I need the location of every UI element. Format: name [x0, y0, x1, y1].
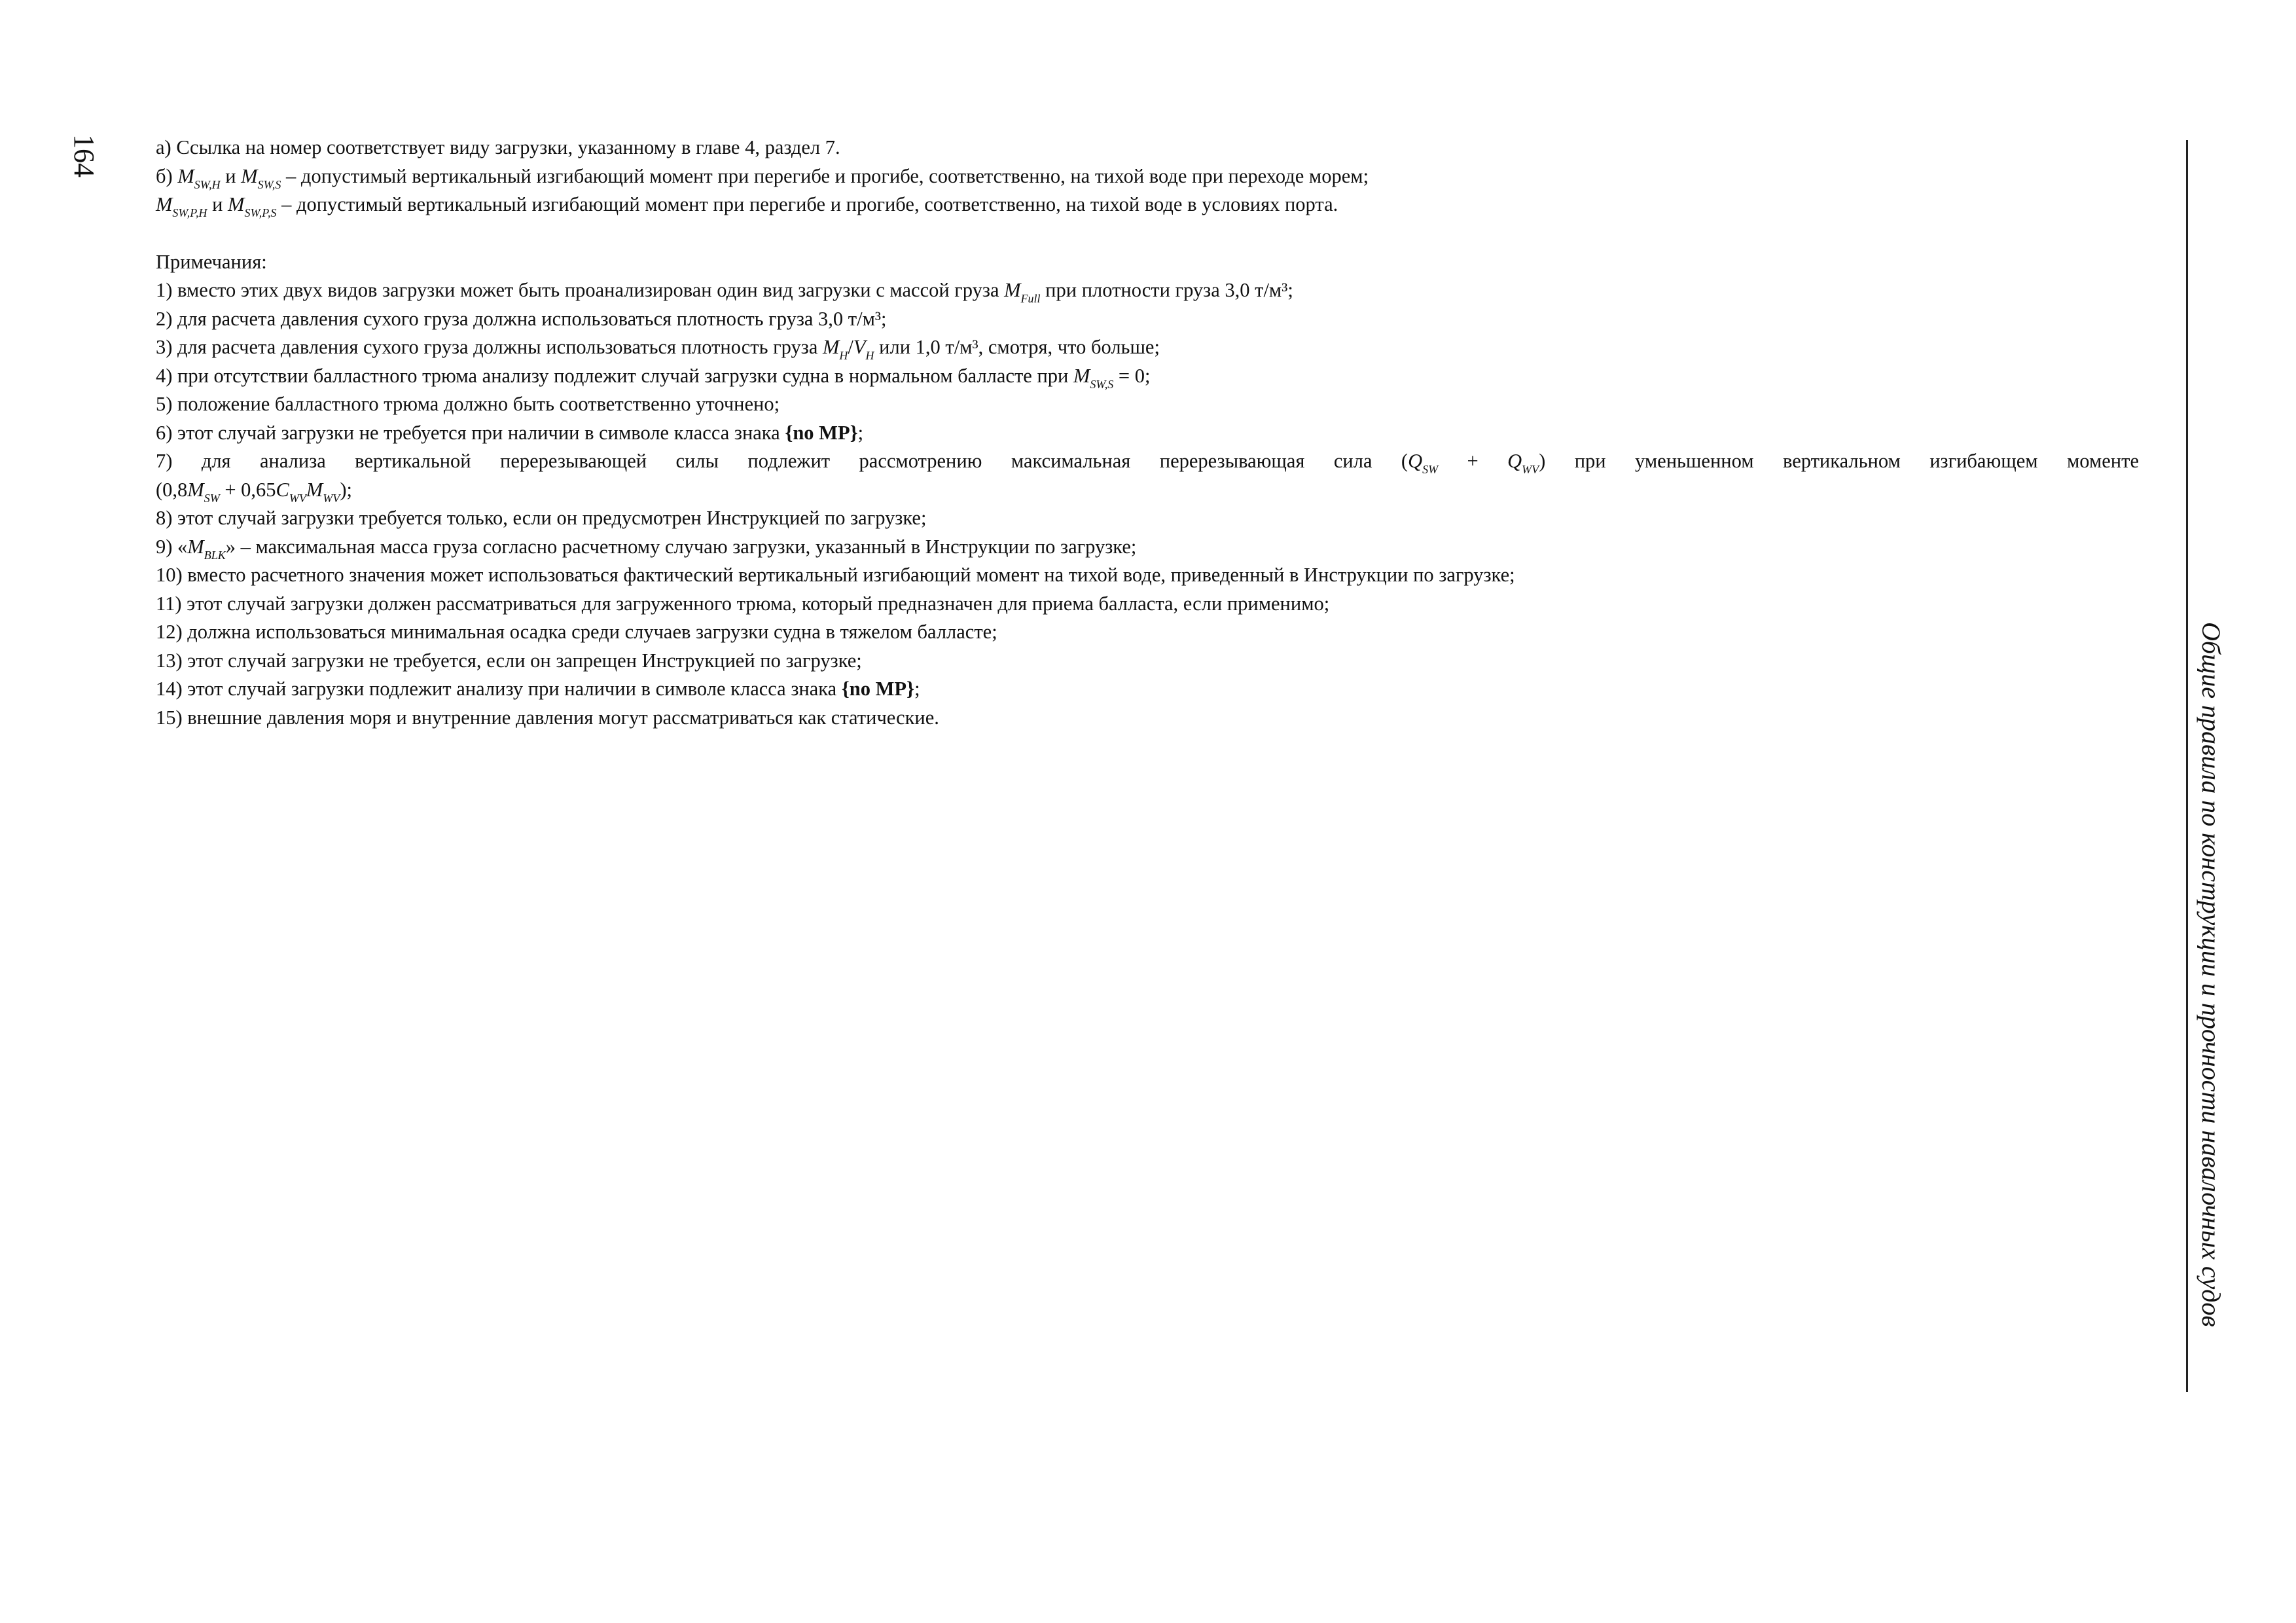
- note-14: 14) этот случай загрузки подлежит анализу при наличии в символе класса знака {no MP};: [156, 678, 920, 700]
- note-5: 5) положение балластного трюма должно быть соответственно уточнено;: [156, 393, 780, 415]
- note-8: 8) этот случай загрузки требуется только, если он предусмотрен Инструкцией по загрузке;: [156, 507, 927, 529]
- note-2: 2) для расчета давления сухого груза должна использоваться плотность груза 3,0 т/м³;: [156, 307, 887, 330]
- note-4: 4) при отсутствии балластного трюма анализу подлежит случай загрузки судна в нормальном балласте при $M_{SW,S} = 0$;: [156, 364, 1151, 391]
- note-7: 7) для анализа вертикальной перерезывающей силы подлежит рассмотрению максимальная перерезывающая сила $(Q_{SW} + Q_{WV})$ при уменьшенном вертикальном изгибающем моменте: [156, 450, 2139, 476]
- note-9: 9) «$M_{BLK}$» – максимальная масса груза согласно расчетному случаю загрузки, указанный в Инструкции по загрузке;: [156, 535, 1137, 562]
- footnote-a: а) Ссылка на номер соответствует виду загрузки, указанному в главе 4, раздел 7.: [156, 136, 840, 158]
- footnote-b: б) $M_{SW,H}$ и $M_{SW,S}$ – допустимый вертикальный изгибающий момент при перегибе и прогибе, соответственно, на тихой воде при переходе морем;: [156, 164, 1369, 191]
- note-15: 15) внешние давления моря и внутренние давления могут рассматриваться как статические.: [156, 706, 939, 729]
- note-11: 11) этот случай загрузки должен рассматриваться для загруженного трюма, который предназначен для приема балласта, если применимо;: [156, 592, 1330, 615]
- note-7-continued: $(0,8M_{SW} + 0,65C_{WV}M_{WV})$;: [156, 478, 352, 505]
- note-3: 3) для расчета давления сухого груза должны использоваться плотность груза $M_H/V_H$ или 1,0 т/м³, смотря, что больше;: [156, 336, 1160, 362]
- note-10: 10) вместо расчетного значения может использоваться фактический вертикальный изгибающий момент на тихой воде, приведенный в Инструкции по загрузке;: [156, 564, 1515, 586]
- running-title: Общие правила по конструкции и прочности навалочных судов: [2197, 622, 2226, 1327]
- header-rule: [2186, 140, 2188, 1392]
- note-13: 13) этот случай загрузки не требуется, если он запрещен Инструкцией по загрузке;: [156, 649, 862, 672]
- note-1: 1) вместо этих двух видов загрузки может быть проанализирован один вид загрузки с массой груза $M_{Full}$ при плотности груза 3,0 т/м³;: [156, 279, 1293, 305]
- footnote-b-port: $M_{SW,P,H}$ и $M_{SW,P,S}$ – допустимый вертикальный изгибающий момент при перегибе и прогибе, соответственно, на тихой воде в условиях порта.: [156, 193, 1338, 219]
- notes-heading: Примечания:: [156, 250, 267, 273]
- note-6: 6) этот случай загрузки не требуется при наличии в символе класса знака {no MP};: [156, 421, 864, 444]
- page-content: [156, 134, 2139, 732]
- page-number: 164: [68, 134, 100, 177]
- note-12: 12) должна использоваться минимальная осадка среди случаев загрузки судна в тяжелом балласте;: [156, 621, 997, 643]
